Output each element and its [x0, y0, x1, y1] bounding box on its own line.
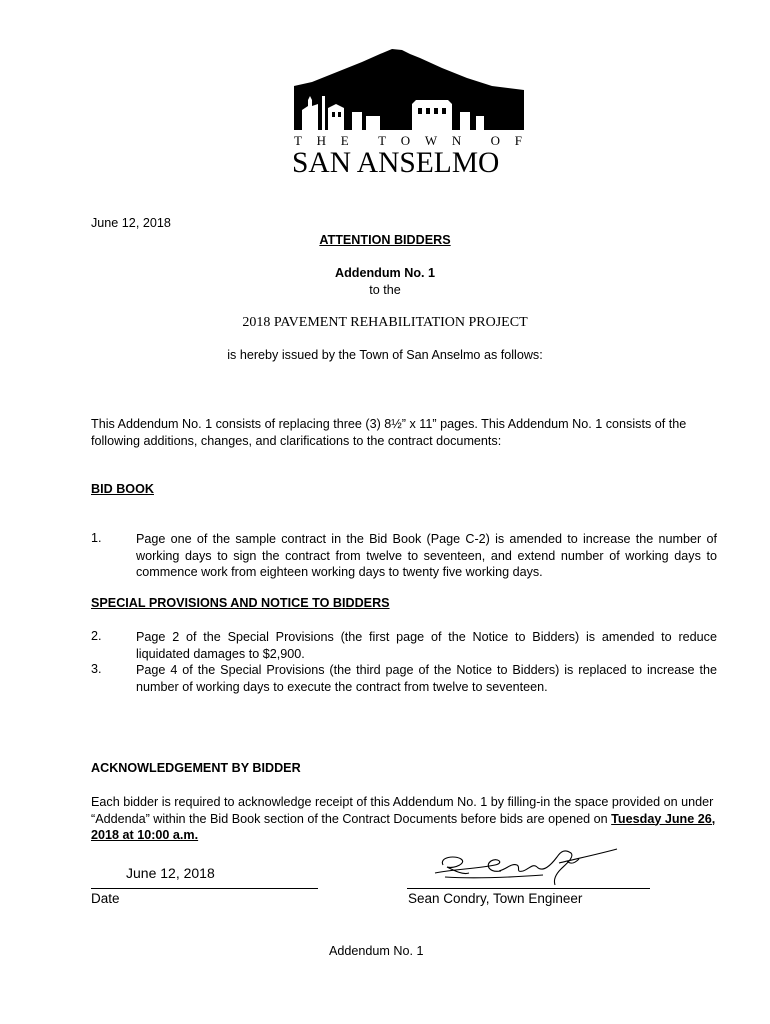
signer-name: Sean Condry, Town Engineer: [408, 891, 583, 906]
attention-heading: ATTENTION BIDDERS: [319, 233, 451, 247]
handwritten-signature-icon: [425, 843, 625, 889]
acknowledgement-text: Each bidder is required to acknowledge receipt of this Addendum No. 1 by filling-in the space provided on under “Addenda” within the Bid Book section of the Contract Documents before bids are opened on: [91, 795, 714, 826]
section-title: BID BOOK: [91, 482, 154, 496]
issued-by-text: is hereby issued by the Town of San Anselmo as follows:: [227, 348, 543, 362]
acknowledgement-title: ACKNOWLEDGEMENT BY BIDDER: [91, 761, 301, 775]
logo-letter: H: [316, 133, 327, 148]
bid-deadline: Tuesday June 26, 2018 at 10:00 a.m.: [91, 811, 716, 842]
logo-letter: F: [514, 133, 522, 148]
item-text: Page 4 of the Special Provisions (the third page of the Notice to Bidders) is replaced to increase the number of working days to execute the contract from twelve to seventeen.: [136, 663, 717, 694]
logo-letter: O: [400, 133, 411, 148]
signature: [425, 843, 625, 889]
signature-line: [407, 888, 650, 889]
logo-letter: T: [294, 133, 302, 148]
item-number: 3.: [91, 662, 102, 676]
acknowledgement-paragraph: [91, 794, 717, 844]
project-title: 2018 PAVEMENT REHABILITATION PROJECT: [242, 315, 528, 330]
logo-letter: O: [490, 133, 501, 148]
page-footer: Addendum No. 1: [329, 944, 424, 958]
to-the-text: to the: [369, 283, 401, 297]
item-number: 2.: [91, 629, 102, 643]
logo-letter: T: [378, 133, 387, 148]
mountain-skyline-icon: [292, 46, 526, 136]
intro-paragraph: This Addendum No. 1 consists of replacing three (3) 8½” x 11” pages. This Addendum No. 1 consists of the following additions, changes, and clarifications to the contract documents:: [91, 417, 687, 448]
document-date: June 12, 2018: [91, 216, 171, 230]
town-logo: [292, 46, 526, 179]
logo-letter: E: [340, 133, 349, 148]
date-line: [91, 888, 318, 889]
date-label: Date: [91, 891, 120, 906]
logo-letter: W: [424, 133, 438, 148]
section-title: SPECIAL PROVISIONS AND NOTICE TO BIDDERS: [91, 596, 390, 610]
addendum-title: Addendum No. 1: [334, 266, 436, 280]
date-value: June 12, 2018: [126, 865, 215, 881]
item-text: Page 2 of the Special Provisions (the first page of the Notice to Bidders) is amended to reduce liquidated damages to $2,900.: [136, 630, 717, 661]
item-text: Page one of the sample contract in the Bid Book (Page C-2) is amended to increase the number of working days to sign the contract from twelve to seventeen, and extend number of working days to commence work from eighteen working days to twenty five working days.: [136, 532, 717, 579]
logo-town-name: SAN ANSELMO: [292, 147, 500, 179]
item-number: 1.: [91, 531, 102, 545]
logo-letter: N: [451, 133, 462, 148]
